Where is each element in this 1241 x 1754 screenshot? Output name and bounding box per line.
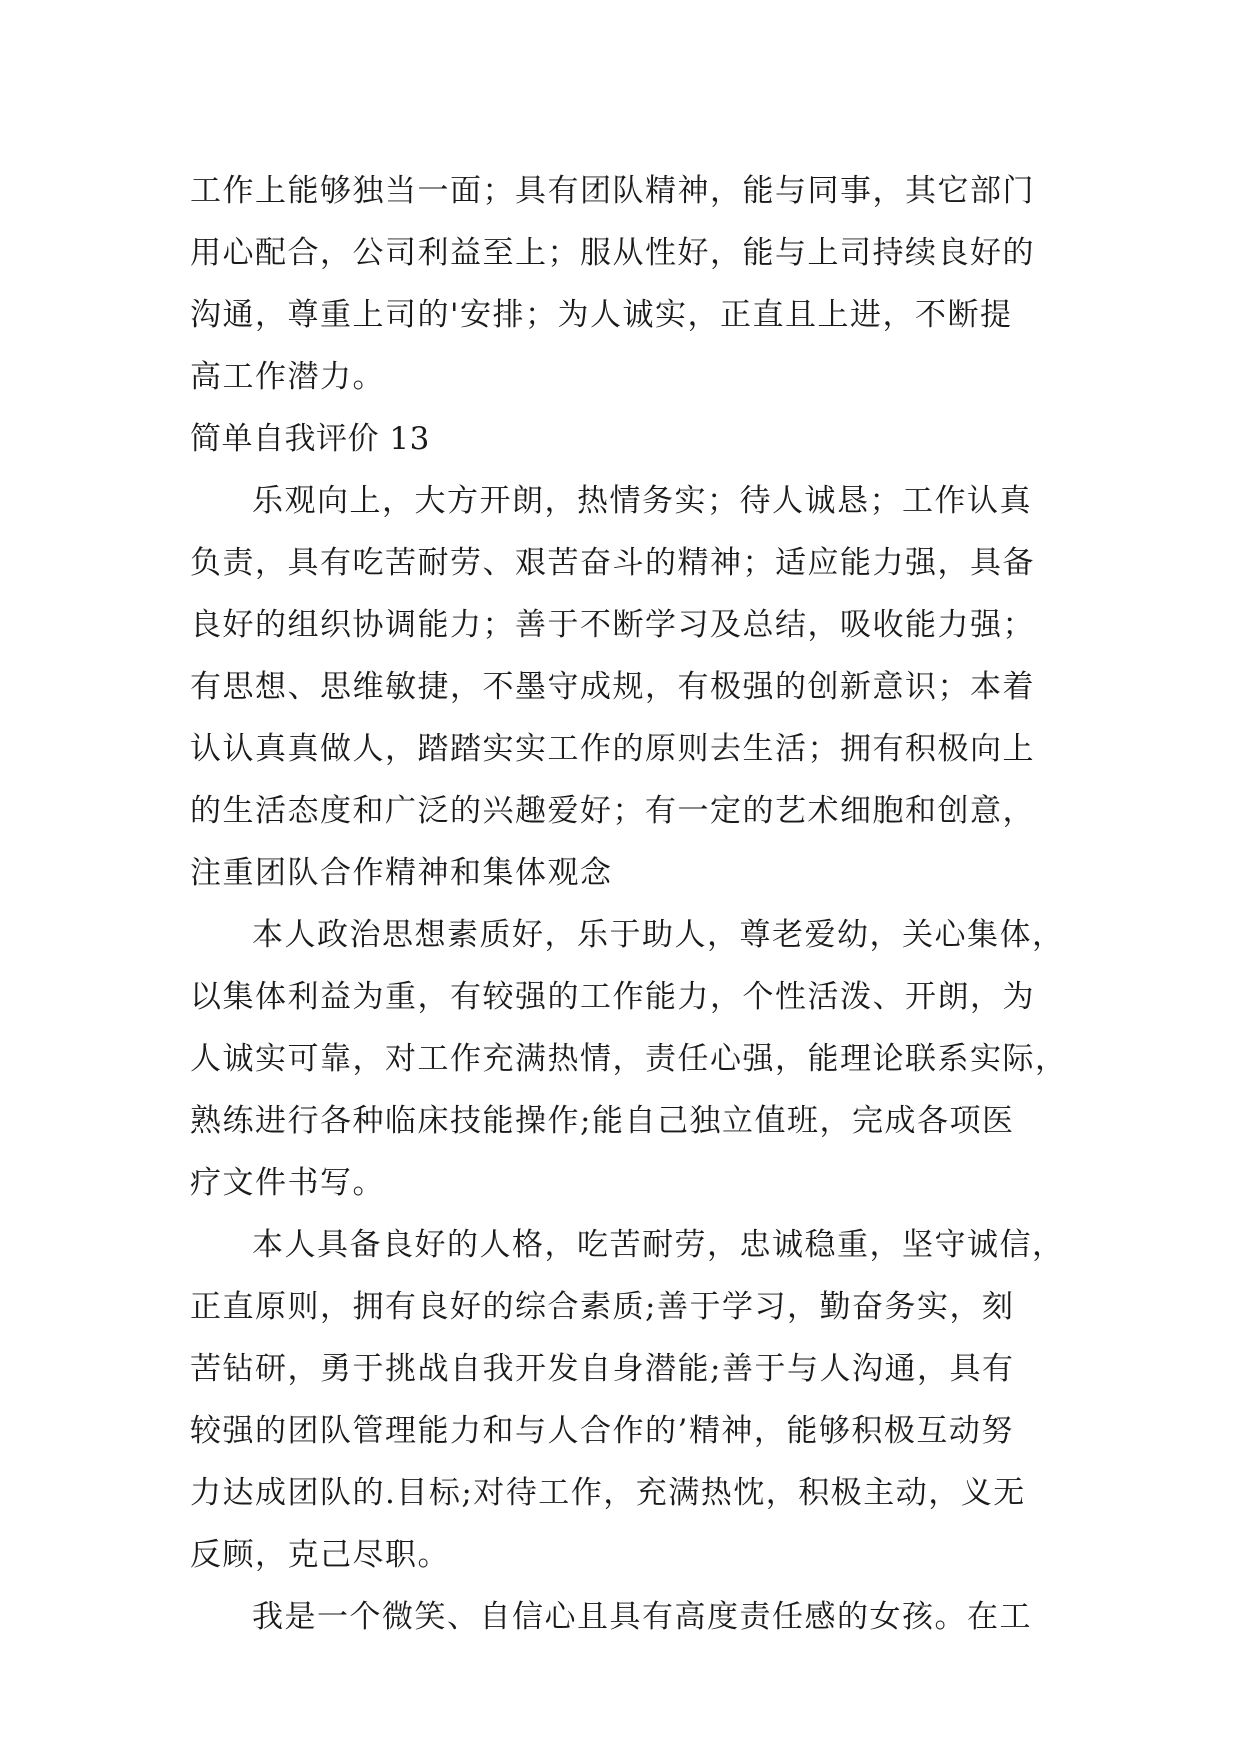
text-line: 有思想、思维敏捷，不墨守成规，有极强的创新意识；本着 [190,669,1035,705]
text-line: 的生活态度和广泛的兴趣爱好；有一定的艺术细胞和创意， [190,793,1035,829]
text-line: 工作上能够独当一面；具有团队精神，能与同事，其它部门 [190,173,1035,209]
text-line: 用心配合，公司利益至上；服从性好，能与上司持续良好的 [190,235,1035,271]
text-line: 负责，具有吃苦耐劳、艰苦奋斗的精神；适应能力强，具备 [190,545,1035,581]
text-line: 人诚实可靠，对工作充满热情，责任心强，能理论联系实际， [190,1041,1068,1077]
text-line: 良好的组织协调能力；善于不断学习及总结，吸收能力强； [190,607,1035,643]
text-line: 熟练进行各种临床技能操作;能自己独立值班，完成各项医 [190,1103,1015,1139]
text-line: 高工作潜力。 [190,359,385,395]
text-line: 认认真真做人，踏踏实实工作的原则去生活；拥有积极向上 [190,731,1035,767]
text-line: 反顾，克己尽职。 [190,1537,450,1573]
paragraph-first-line: 乐观向上，大方开朗，热情务实；待人诚恳；工作认真 [252,483,1032,519]
section-heading: 简单自我评价 13 [190,421,430,457]
text-line: 疗文件书写。 [190,1165,385,1201]
paragraph-first-line: 本人政治思想素质好，乐于助人，尊老爱幼，关心集体， [252,917,1065,953]
text-line: 苦钻研，勇于挑战自我开发自身潜能;善于与人沟通，具有 [190,1351,1015,1387]
paragraph-first-line: 本人具备良好的人格，吃苦耐劳，忠诚稳重，坚守诚信， [252,1227,1065,1263]
paragraph-first-line: 我是一个微笑、自信心且具有高度责任感的女孩。在工 [252,1599,1032,1635]
text-line: 较强的团队管理能力和与人合作的’精神，能够积极互动努 [190,1413,1014,1449]
text-line: 沟通，尊重上司的'安排；为人诚实，正直且上进，不断提 [190,297,1013,333]
text-line: 正直原则，拥有良好的综合素质;善于学习，勤奋务实，刻 [190,1289,1015,1325]
text-line: 力达成团队的.目标;对待工作，充满热忱，积极主动，义无 [190,1475,1026,1511]
document-body [190,160,1068,1648]
text-line: 以集体利益为重，有较强的工作能力，个性活泼、开朗，为 [190,979,1035,1015]
text-line: 注重团队合作精神和集体观念 [190,855,613,891]
